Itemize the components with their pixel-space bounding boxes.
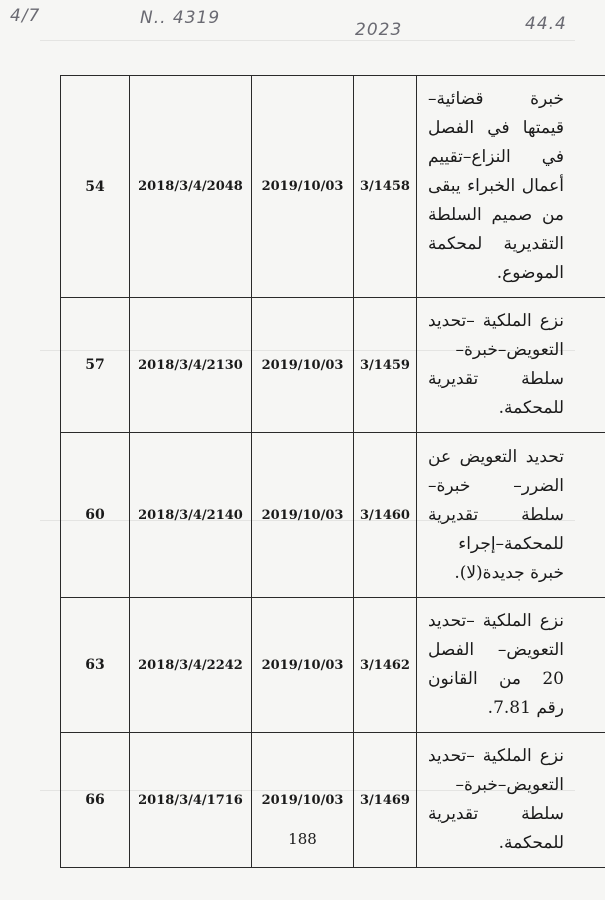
description-cell <box>417 298 605 433</box>
handwritten-reference: 44.4 <box>525 14 567 34</box>
file-number-cell: 2018/3/4/2140 <box>130 433 252 598</box>
decision-number-cell: 3/1458 <box>354 76 417 298</box>
file-number-cell: 2018/3/4/2130 <box>130 298 252 433</box>
description-cell <box>417 598 605 733</box>
row-id-cell: 63 <box>61 598 130 733</box>
page-number: 188 <box>288 830 317 848</box>
row-id-cell: 60 <box>61 433 130 598</box>
handwritten-file-number: N.. 4319 <box>140 8 221 28</box>
date-cell: 2019/10/03 <box>252 433 354 598</box>
decision-number-cell: 3/1460 <box>354 433 417 598</box>
file-number-cell: 2018/3/4/1716 <box>130 733 252 868</box>
row-id-cell: 66 <box>61 733 130 868</box>
handwritten-page-fraction: 4/7 <box>10 6 41 26</box>
date-cell: 2019/10/03 <box>252 298 354 433</box>
file-number-cell: 2018/3/4/2048 <box>130 76 252 298</box>
description-cell <box>417 76 605 298</box>
decision-number-cell: 3/1469 <box>354 733 417 868</box>
decisions-table <box>60 75 605 868</box>
description-cell <box>417 433 605 598</box>
date-cell: 2019/10/03 <box>252 76 354 298</box>
table-row <box>61 298 605 433</box>
description-text: خبرة قضائية– قيمتها في الفصل في النزاع–تقييم أعمال الخبراء يبقى من صميم السلطة التقديرية لمحكمة الموضوع. <box>428 89 564 283</box>
handwritten-year: 2023 <box>355 20 403 40</box>
table-row <box>61 76 605 298</box>
row-id-cell: 54 <box>61 76 130 298</box>
table-row <box>61 598 605 733</box>
description-text: تحديد التعويض عن الضرر– خبرة–سلطة تقديرية للمحكمة–إجراء خبرة جديدة(لا). <box>428 446 564 583</box>
decision-number-cell: 3/1459 <box>354 298 417 433</box>
table-row <box>61 433 605 598</box>
description-text: نزع الملكية –تحديد التعويض–خبرة– سلطة تقديرية للمحكمة. <box>428 746 564 853</box>
bleed-through-line <box>40 40 575 41</box>
date-cell: 2019/10/03 <box>252 733 354 868</box>
row-id-cell: 57 <box>61 298 130 433</box>
description-text: نزع الملكية –تحديد التعويض– الفصل 20 من القانون رقم 7.81. <box>428 611 564 718</box>
decision-number-cell: 3/1462 <box>354 598 417 733</box>
date-cell: 2019/10/03 <box>252 598 354 733</box>
file-number-cell: 2018/3/4/2242 <box>130 598 252 733</box>
description-text: نزع الملكية –تحديد التعويض–خبرة– سلطة تقديرية للمحكمة. <box>428 311 564 418</box>
